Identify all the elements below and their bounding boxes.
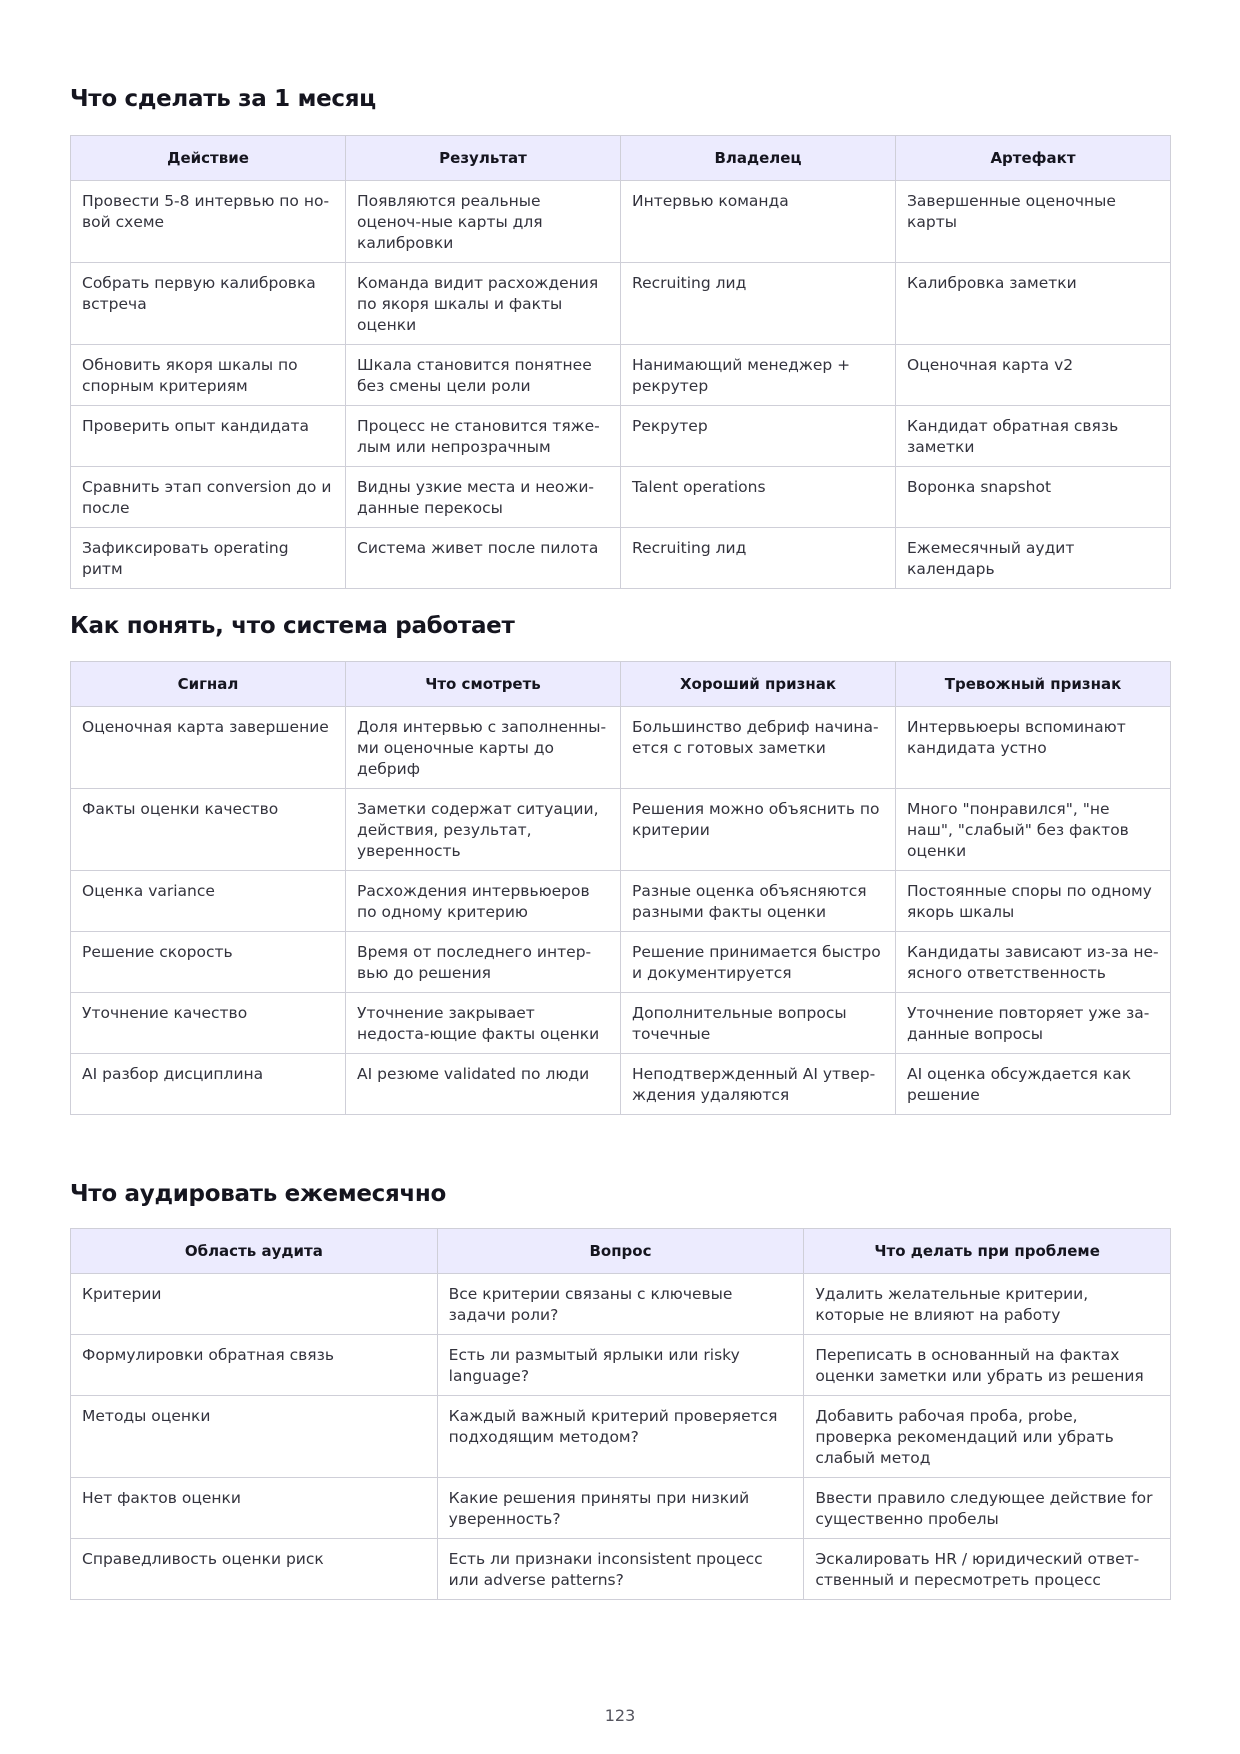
table-cell: Нанимающий менеджер + рекрутер — [621, 345, 896, 406]
table-cell: Добавить рабочая проба, probe, проверка рекомендаций или убрать слабый метод — [804, 1396, 1171, 1478]
table-cell: Появляются реальные оценоч-ные карты для калибровки — [346, 181, 621, 263]
table-cell: Команда видит расхождения по якоря шкалы и факты оценки — [346, 263, 621, 345]
table-cell: AI оценка обсуждается как решение — [896, 1054, 1171, 1115]
table-cell: Решения можно объяснить по критерии — [621, 789, 896, 871]
table-cell: Есть ли размытый ярлыки или risky language? — [437, 1335, 804, 1396]
table-header-row — [71, 136, 1171, 181]
table-cell: Неподтвержденный AI утвер-ждения удаляются — [621, 1054, 896, 1115]
column-header: Область аудита — [71, 1229, 438, 1274]
table-cell: Собрать первую калибровка встреча — [71, 263, 346, 345]
column-header: Владелец — [621, 136, 896, 181]
table-cell: Дополнительные вопросы точечные — [621, 993, 896, 1054]
column-header: Сигнал — [71, 662, 346, 707]
table-header-row — [71, 1229, 1171, 1274]
table-cell: Расхождения интервьюеров по одному критерию — [346, 871, 621, 932]
table-row — [71, 345, 1171, 406]
success-signals-table — [70, 661, 1171, 1115]
table-cell: Разные оценка объясняются разными факты оценки — [621, 871, 896, 932]
table-cell: Оценочная карта завершение — [71, 707, 346, 789]
table-cell: Переписать в основанный на фактах оценки заметки или убрать из решения — [804, 1335, 1171, 1396]
table-row — [71, 789, 1171, 871]
table-cell: Ввести правило следующее действие for существенно пробелы — [804, 1478, 1171, 1539]
table-row — [71, 1478, 1171, 1539]
month-plan-table — [70, 135, 1171, 589]
table-row — [71, 871, 1171, 932]
table-cell: Большинство дебриф начина-ется с готовых заметки — [621, 707, 896, 789]
table-row — [71, 263, 1171, 345]
table-row — [71, 1054, 1171, 1115]
table-cell: Talent operations — [621, 467, 896, 528]
table-cell: Интервьюеры вспоминают кандидата устно — [896, 707, 1171, 789]
table-row — [71, 707, 1171, 789]
section-title-success-signals: Как понять, что система работает — [70, 613, 515, 639]
column-header: Вопрос — [437, 1229, 804, 1274]
table-cell: Удалить желательные критерии, которые не влияют на работу — [804, 1274, 1171, 1335]
table-cell: Интервью команда — [621, 181, 896, 263]
table-cell: Сравнить этап conversion до и после — [71, 467, 346, 528]
section-title-month-plan: Что сделать за 1 месяц — [70, 86, 376, 112]
table-cell: AI разбор дисциплина — [71, 1054, 346, 1115]
table-row — [71, 528, 1171, 589]
table-cell: Шкала становится понятнее без смены цели роли — [346, 345, 621, 406]
page-number: 123 — [604, 1706, 636, 1725]
table-cell: Кандидат обратная связь заметки — [896, 406, 1171, 467]
table-cell: Обновить якоря шкалы по спорным критериям — [71, 345, 346, 406]
table-row — [71, 1274, 1171, 1335]
table-cell: Оценка variance — [71, 871, 346, 932]
table-cell: Справедливость оценки риск — [71, 1539, 438, 1600]
table-cell: Решение скорость — [71, 932, 346, 993]
column-header: Действие — [71, 136, 346, 181]
column-header: Тревожный признак — [896, 662, 1171, 707]
table-cell: Проверить опыт кандидата — [71, 406, 346, 467]
table-cell: Оценочная карта v2 — [896, 345, 1171, 406]
table-cell: Много "понравился", "не наш", "слабый" без фактов оценки — [896, 789, 1171, 871]
table-cell: Воронка snapshot — [896, 467, 1171, 528]
table-row — [71, 1539, 1171, 1600]
table-cell: Видны узкие места и неожи-данные перекосы — [346, 467, 621, 528]
table-cell: Решение принимается быстро и документируется — [621, 932, 896, 993]
table-row — [71, 181, 1171, 263]
table-cell: Есть ли признаки inconsistent процесс или adverse patterns? — [437, 1539, 804, 1600]
table-cell: Доля интервью с заполненны-ми оценочные карты до дебриф — [346, 707, 621, 789]
table-cell: Заметки содержат ситуации, действия, результат, уверенность — [346, 789, 621, 871]
column-header: Результат — [346, 136, 621, 181]
table-cell: Время от последнего интер-вью до решения — [346, 932, 621, 993]
table-cell: Зафиксировать operating ритм — [71, 528, 346, 589]
table-cell: Рекрутер — [621, 406, 896, 467]
table-cell: Провести 5-8 интервью по но-вой схеме — [71, 181, 346, 263]
table-cell: Завершенные оценочные карты — [896, 181, 1171, 263]
table-cell: Какие решения приняты при низкий уверенность? — [437, 1478, 804, 1539]
table-cell: Recruiting лид — [621, 263, 896, 345]
table-cell: Постоянные споры по одному якорь шкалы — [896, 871, 1171, 932]
table-cell: Факты оценки качество — [71, 789, 346, 871]
table-cell: AI резюме validated по люди — [346, 1054, 621, 1115]
table-cell: Уточнение закрывает недоста-ющие факты оценки — [346, 993, 621, 1054]
column-header: Артефакт — [896, 136, 1171, 181]
table-row — [71, 932, 1171, 993]
table-cell: Все критерии связаны с ключевые задачи роли? — [437, 1274, 804, 1335]
table-cell: Система живет после пилота — [346, 528, 621, 589]
table-cell: Эскалировать HR / юридический ответ-ственный и пересмотреть процесс — [804, 1539, 1171, 1600]
column-header: Что смотреть — [346, 662, 621, 707]
section-title-monthly-audit: Что аудировать ежемесячно — [70, 1181, 447, 1207]
monthly-audit-table — [70, 1228, 1171, 1600]
table-cell: Методы оценки — [71, 1396, 438, 1478]
table-row — [71, 467, 1171, 528]
table-row — [71, 406, 1171, 467]
table-cell: Ежемесячный аудит календарь — [896, 528, 1171, 589]
column-header: Что делать при проблеме — [804, 1229, 1171, 1274]
table-row — [71, 1335, 1171, 1396]
table-row — [71, 993, 1171, 1054]
table-header-row — [71, 662, 1171, 707]
table-cell: Уточнение повторяет уже за-данные вопросы — [896, 993, 1171, 1054]
table-cell: Калибровка заметки — [896, 263, 1171, 345]
table-cell: Уточнение качество — [71, 993, 346, 1054]
table-cell: Кандидаты зависают из-за не-ясного ответственность — [896, 932, 1171, 993]
table-cell: Нет фактов оценки — [71, 1478, 438, 1539]
table-cell: Recruiting лид — [621, 528, 896, 589]
table-cell: Критерии — [71, 1274, 438, 1335]
table-cell: Каждый важный критерий проверяется подходящим методом? — [437, 1396, 804, 1478]
column-header: Хороший признак — [621, 662, 896, 707]
table-cell: Формулировки обратная связь — [71, 1335, 438, 1396]
table-cell: Процесс не становится тяже-лым или непрозрачным — [346, 406, 621, 467]
table-row — [71, 1396, 1171, 1478]
